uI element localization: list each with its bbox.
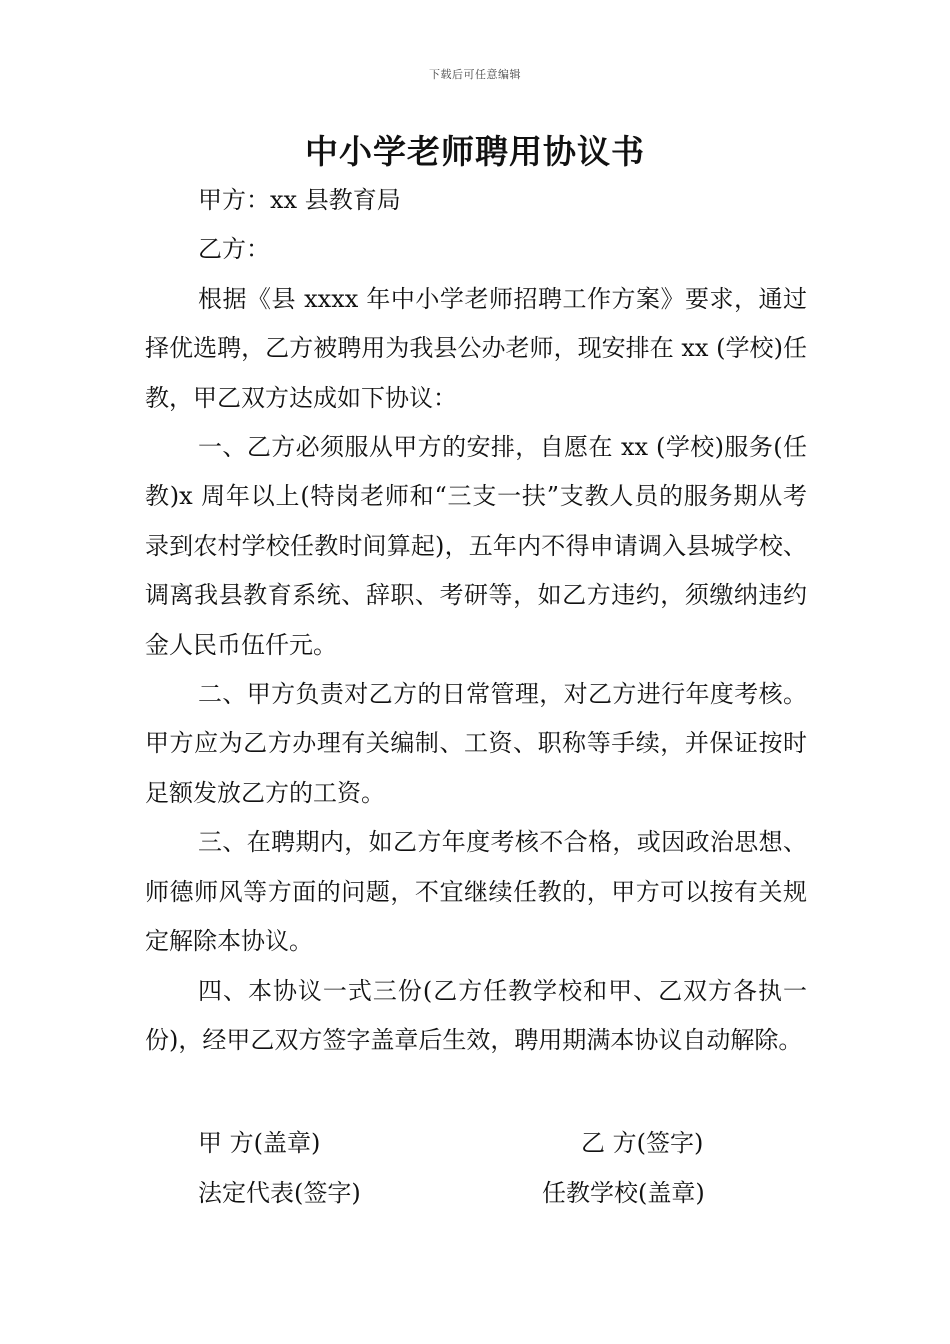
school-seal-label: 任教学校(盖章) [542, 1179, 705, 1207]
clause-1-paragraph: 一、乙方必须服从甲方的安排，自愿在 xx (学校)服务(任教)x 周年以上(特岗老师和“三支一扶”支教人员的服务期从考录到农村学校任教时间算起)，五年内不得申请调入县城学校、调离我县教育系统、辞职、考研等，如乙方违约，须缴纳违约金人民币伍仟元。 [145, 433, 807, 659]
clause-3-paragraph: 三、在聘期内，如乙方年度考核不合格，或因政治思想、师德师风等方面的问题，不宜继续任教的，甲方可以按有关规定解除本协议。 [145, 828, 807, 956]
intro-paragraph: 根据《县 xxxx 年中小学老师招聘工作方案》要求，通过择优选聘，乙方被聘用为我县公办老师，现安排在 xx (学校)任教，甲乙双方达成如下协议： [145, 284, 807, 412]
party-b-line: 乙方： [198, 235, 270, 264]
clause-2-paragraph: 二、甲方负责对乙方的日常管理，对乙方进行年度考核。甲方应为乙方办理有关编制、工资、职称等手续，并保证按时足额发放乙方的工资。 [145, 680, 807, 807]
party-a-line: 甲方：xx 县教育局 [198, 186, 401, 214]
party-b-sign-label: 乙 方(签字) [581, 1129, 704, 1157]
agreement-body [145, 176, 807, 1065]
party-a-seal-label: 甲 方(盖章) [198, 1129, 321, 1157]
header-note: 下载后可任意编辑 [429, 68, 521, 81]
clause-4-paragraph: 四、本协议一式三份(乙方任教学校和甲、乙双方各执一份)，经甲乙双方签字盖章后生效，聘用期满本协议自动解除。 [145, 976, 807, 1054]
document-title: 中小学老师聘用协议书 [305, 132, 645, 171]
legal-rep-sign-label: 法定代表(签字) [198, 1179, 361, 1207]
